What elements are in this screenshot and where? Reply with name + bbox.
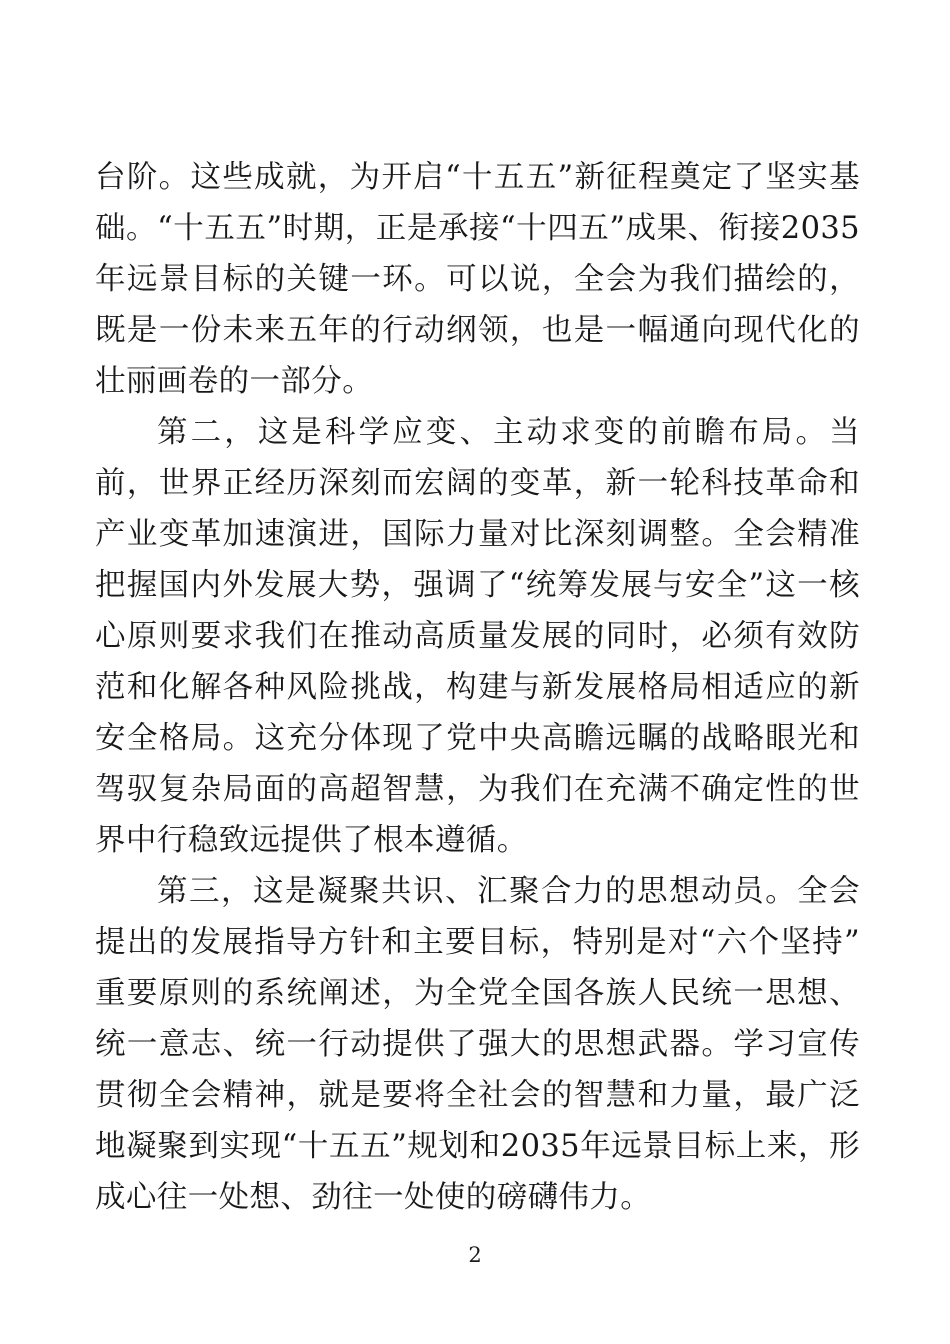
paragraph-continuation: 台阶。这些成就，为开启“十五五”新征程奠定了坚实基础。“十五五”时期，正是承接“十四五”成果、衔接2035年远景目标的关键一环。可以说，全会为我们描绘的，既是一份未来五年的行动纲领，也是一幅通向现代化的壮丽画卷的一部分。	[95, 160, 860, 399]
document-body	[95, 152, 860, 1223]
paragraph-third-point: 第三，这是凝聚共识、汇聚合力的思想动员。全会提出的发展指导方针和主要目标，特别是对“六个坚持”重要原则的系统阐述，为全党全国各族人民统一思想、统一意志、统一行动提供了强大的思想武器。学习宣传贯彻全会精神，就是要将全社会的智慧和力量，最广泛地凝聚到实现“十五五”规划和2035年远景目标上来，形成心往一处想、劲往一处使的磅礴伟力。	[95, 874, 860, 1215]
page-number: 2	[468, 1243, 482, 1267]
paragraph-second-point: 第二，这是科学应变、主动求变的前瞻布局。当前，世界正经历深刻而宏阔的变革，新一轮科技革命和产业变革加速演进，国际力量对比深刻调整。全会精准把握国内外发展大势，强调了“统筹发展与安全”这一核心原则要求我们在推动高质量发展的同时，必须有效防范和化解各种风险挑战，构建与新发展格局相适应的新安全格局。这充分体现了党中央高瞻远瞩的战略眼光和驾驭复杂局面的高超智慧，为我们在充满不确定性的世界中行稳致远提供了根本遵循。	[95, 415, 860, 858]
